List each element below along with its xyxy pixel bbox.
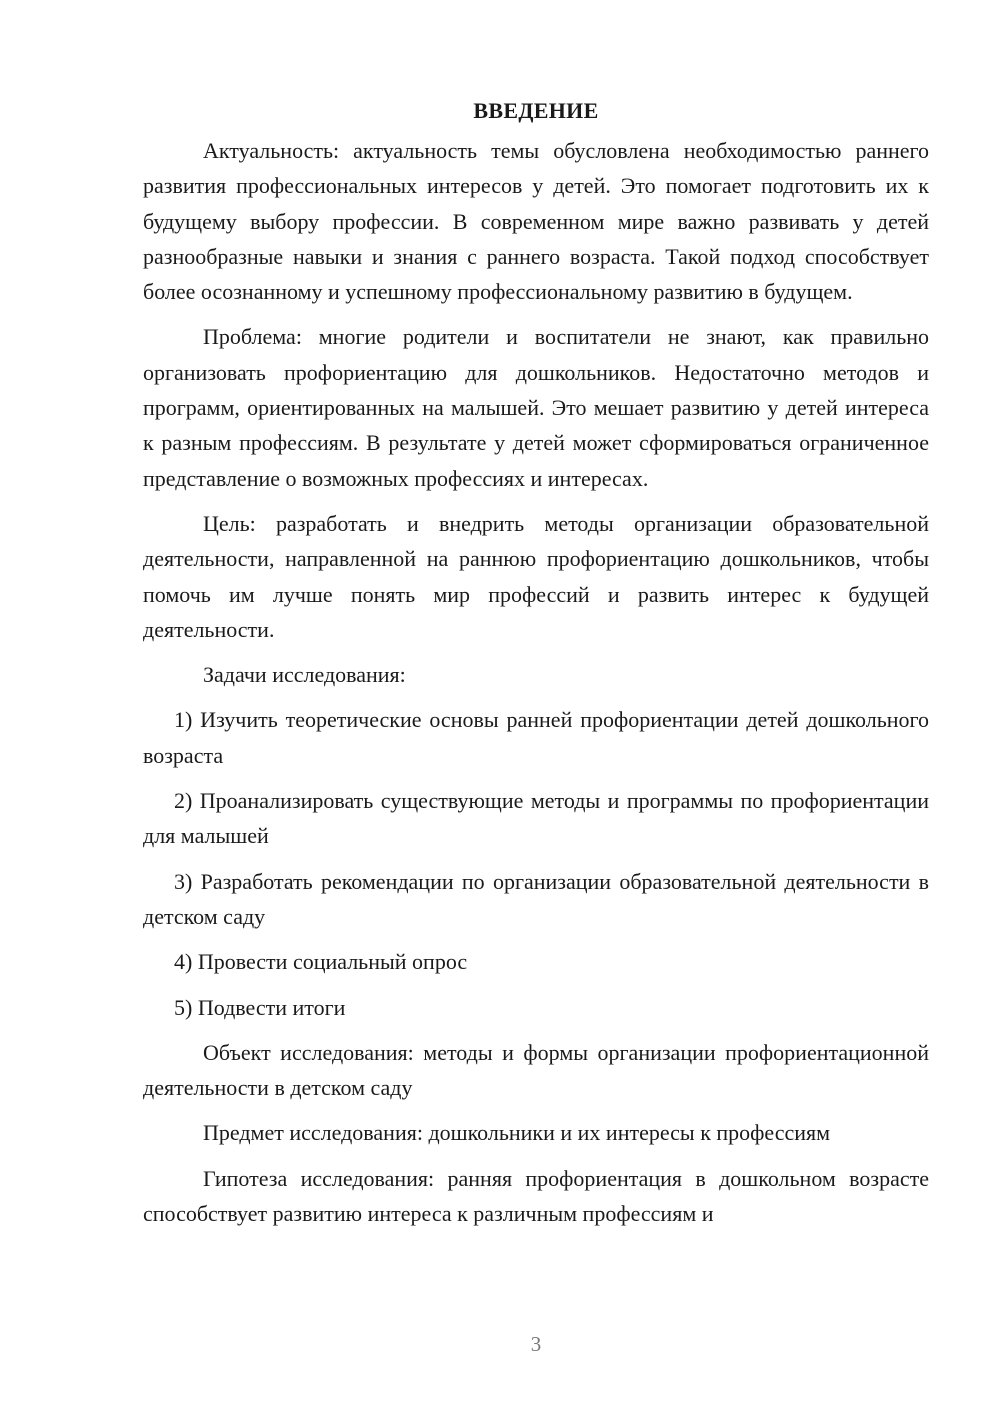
subject-paragraph: Предмет исследования: дошкольники и их интересы к профессиям	[203, 1120, 831, 1146]
hypothesis-paragraph: Гипотеза исследования: ранняя профориентация в дошкольном возрасте способствует развитию интереса к различным профессиям и	[143, 1165, 929, 1227]
goal-paragraph: Цель: разработать и внедрить методы организации образовательной деятельности, направленной на раннюю профориентацию дошкольников, чтобы помочь им лучше понять мир профессий и развить интерес к будущей деятельности.	[143, 510, 929, 642]
task-item: 3) Разработать рекомендации по организации образовательной деятельности в детском саду	[143, 868, 929, 929]
task-item: 4) Провести социальный опрос	[174, 949, 468, 975]
tasks-heading: Задачи исследования:	[203, 662, 406, 688]
relevance-paragraph: Актуальность: актуальность темы обусловлена необходимостью раннего развития профессиональных интересов у детей. Это помогает подготовить их к будущему выбору профессии. В современном мире важно развивать у детей разнообразные навыки и знания с раннего возраста. Такой подход способствует более осознанному и успешному профессиональному развитию в будущем.	[143, 138, 929, 305]
page-title: ВВЕДЕНИЕ	[473, 98, 599, 123]
problem-paragraph: Проблема: многие родители и воспитатели не знают, как правильно организовать профориентацию для дошкольников. Недостаточно методов и программ, ориентированных на малышей. Это мешает развитию у детей интереса к разным профессиям. В результате у детей может сформироваться ограниченное представление о возможных профессиях и интересах.	[143, 324, 929, 491]
task-item: 1) Изучить теоретические основы ранней профориентации детей дошкольного возраста	[143, 707, 929, 768]
task-item: 2) Проанализировать существующие методы и программы по профориентации для малышей	[143, 788, 929, 849]
object-paragraph: Объект исследования: методы и формы организации профориентационной деятельности в детском саду	[143, 1039, 929, 1101]
page-number: 3	[530, 1332, 542, 1356]
task-item: 5) Подвести итоги	[174, 994, 346, 1020]
document-page	[143, 94, 929, 1231]
